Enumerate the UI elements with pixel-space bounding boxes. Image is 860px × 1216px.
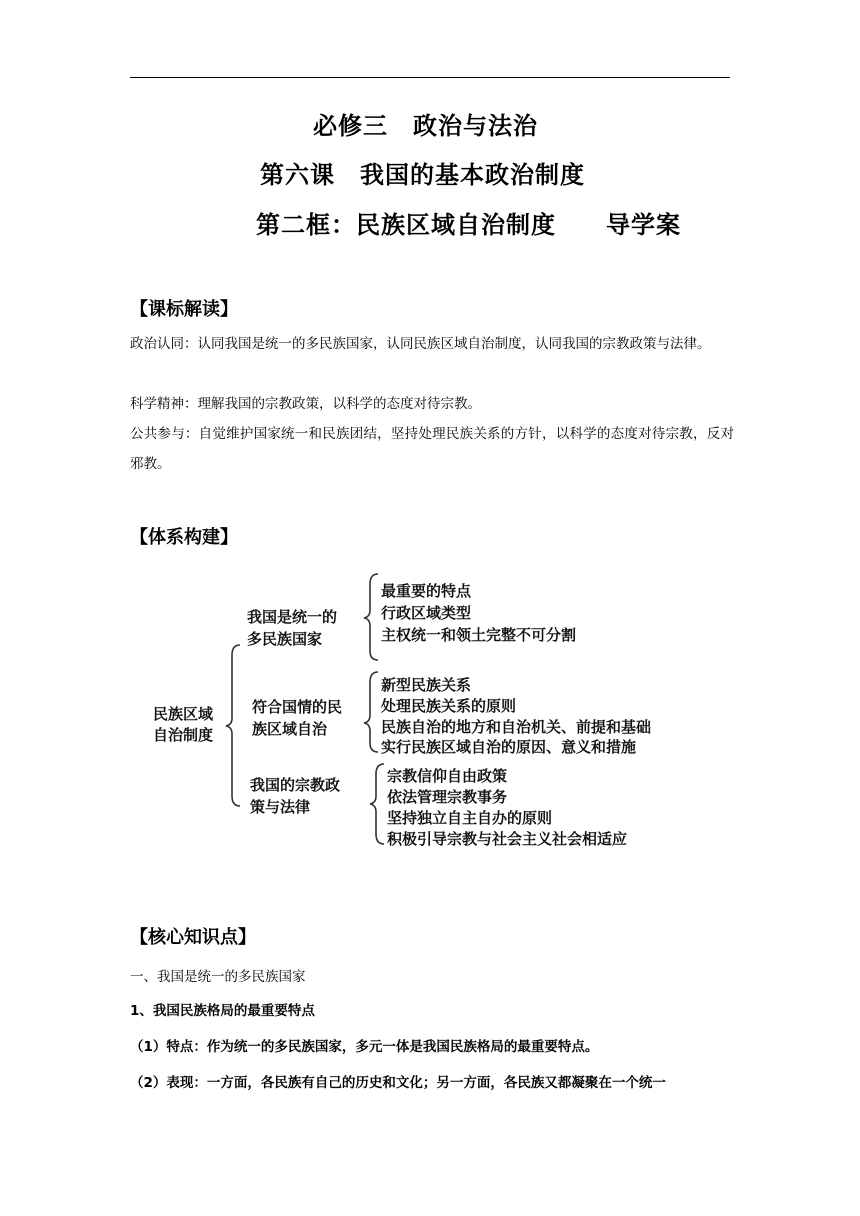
branch-item: 实行民族区域自治的原因、意义和措施 [381,738,637,756]
section-title: 第二框：民族区域自治制度 导学案 [256,211,681,239]
course-title: 必修三 政治与法治 [313,112,538,140]
branch-label: 符合国情的民 [252,698,343,716]
branch-brace [364,574,378,660]
curriculum-heading: 【课标解读】 [130,299,238,320]
branch-brace [364,672,378,752]
system-heading: 【体系构建】 [130,527,238,548]
branch-label: 我国的宗教政 [250,776,341,794]
branch-item: 宗教信仰自由政策 [387,767,508,785]
root-label: 自治制度 [153,726,214,744]
branch-brace [370,764,384,844]
core-point-title: 1、我国民族格局的最重要特点 [130,1003,315,1019]
curriculum-item: 科学精神：理解我国的宗教政策，以科学的态度对待宗教。 [130,396,481,412]
branch-item: 新型民族关系 [381,676,472,694]
branch-label: 策与法律 [250,798,311,816]
branch-item: 民族自治的地方和自治机关、前提和基础 [381,718,652,736]
curriculum-item: 公共参与：自觉维护国家统一和民族团结，坚持处理民族关系的方针，以科学的态度对待宗教，反对邪教。 [130,426,734,472]
core-part-title: 一、我国是统一的多民族国家 [130,969,306,985]
branch-item: 坚持独立自主自办的原则 [387,809,553,827]
branch-label: 多民族国家 [247,630,323,648]
branch-item: 行政区域类型 [381,604,472,622]
branch-item: 依法管理宗教事务 [387,788,508,806]
core-sub-point: （1）特点：作为统一的多民族国家，多元一体是我国民族格局的最重要特点。 [130,1039,599,1055]
branch-item: 最重要的特点 [381,582,472,600]
core-sub-point: （2）表现：一方面，各民族有自己的历史和文化；另一方面，各民族又都凝聚在一个统一 [130,1075,666,1091]
branch-label: 族区域自治 [252,720,328,738]
lesson-title: 第六课 我国的基本政治制度 [260,161,585,189]
branch-label: 我国是统一的 [247,608,338,626]
root-label: 民族区域 [153,705,214,723]
branch-item: 积极引导宗教与社会主义社会相适应 [387,830,628,848]
branch-item: 处理民族关系的原则 [381,697,517,715]
root-brace [226,645,240,806]
branch-item: 主权统一和领土完整不可分割 [381,626,577,644]
core-heading: 【核心知识点】 [130,927,256,948]
curriculum-item: 政治认同：认同我国是统一的多民族国家，认同民族区域自治制度，认同我国的宗教政策与法律。 [130,336,711,352]
